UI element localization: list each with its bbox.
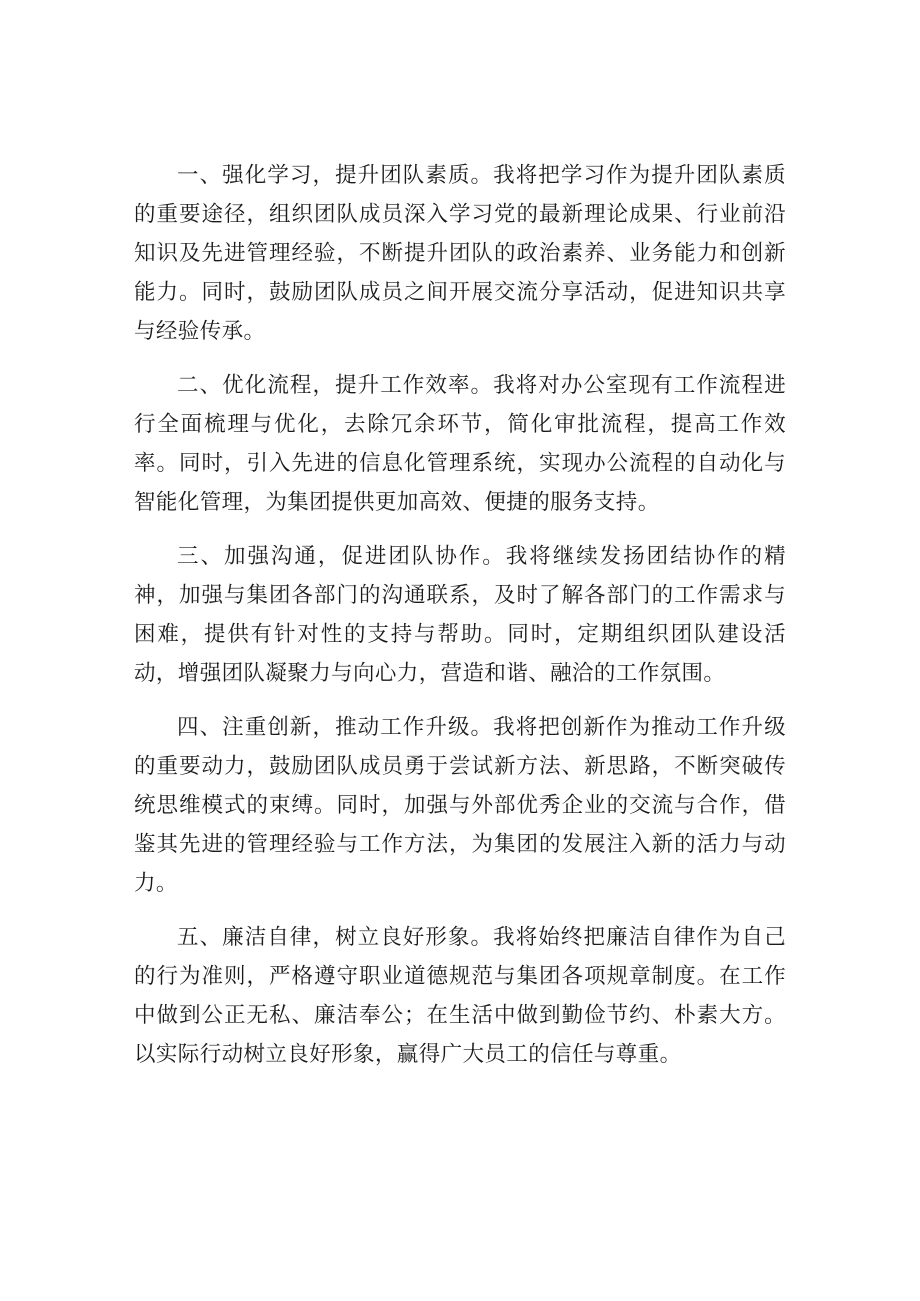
- paragraph-integrity: 五、廉洁自律，树立良好形象。我将始终把廉洁自律作为自己的行为准则，严格遵守职业道德规范与集团各项规章制度。在工作中做到公正无私、廉洁奉公；在生活中做到勤俭节约、朴素大方。以实际行动树立良好形象，赢得广大员工的信任与尊重。: [134, 925, 786, 1067]
- paragraph-communication: 三、加强沟通，促进团队协作。我将继续发扬团结协作的精神，加强与集团各部门的沟通联系，及时了解各部门的工作需求与困难，提供有针对性的支持与帮助。同时，定期组织团队建设活动，增强团队凝聚力与向心力，营造和谐、融洽的工作氛围。: [134, 544, 786, 686]
- paragraph-study: 一、强化学习，提升团队素质。我将把学习作为提升团队素质的重要途径，组织团队成员深入学习党的最新理论成果、行业前沿知识及先进管理经验，不断提升团队的政治素养、业务能力和创新能力。同时，鼓励团队成员之间开展交流分享活动，促进知识共享与经验传承。: [134, 163, 786, 344]
- paragraph-process: 二、优化流程，提升工作效率。我将对办公室现有工作流程进行全面梳理与优化，去除冗余环节，简化审批流程，提高工作效率。同时，引入先进的信息化管理系统，实现办公流程的自动化与智能化管理，为集团提供更加高效、便捷的服务支持。: [134, 373, 786, 515]
- document-body: [134, 156, 786, 1089]
- paragraph-innovation: 四、注重创新，推动工作升级。我将把创新作为推动工作升级的重要动力，鼓励团队成员勇于尝试新方法、新思路，不断突破传统思维模式的束缚。同时，加强与外部优秀企业的交流与合作，借鉴其先进的管理经验与工作方法，为集团的发展注入新的活力与动力。: [134, 715, 786, 896]
